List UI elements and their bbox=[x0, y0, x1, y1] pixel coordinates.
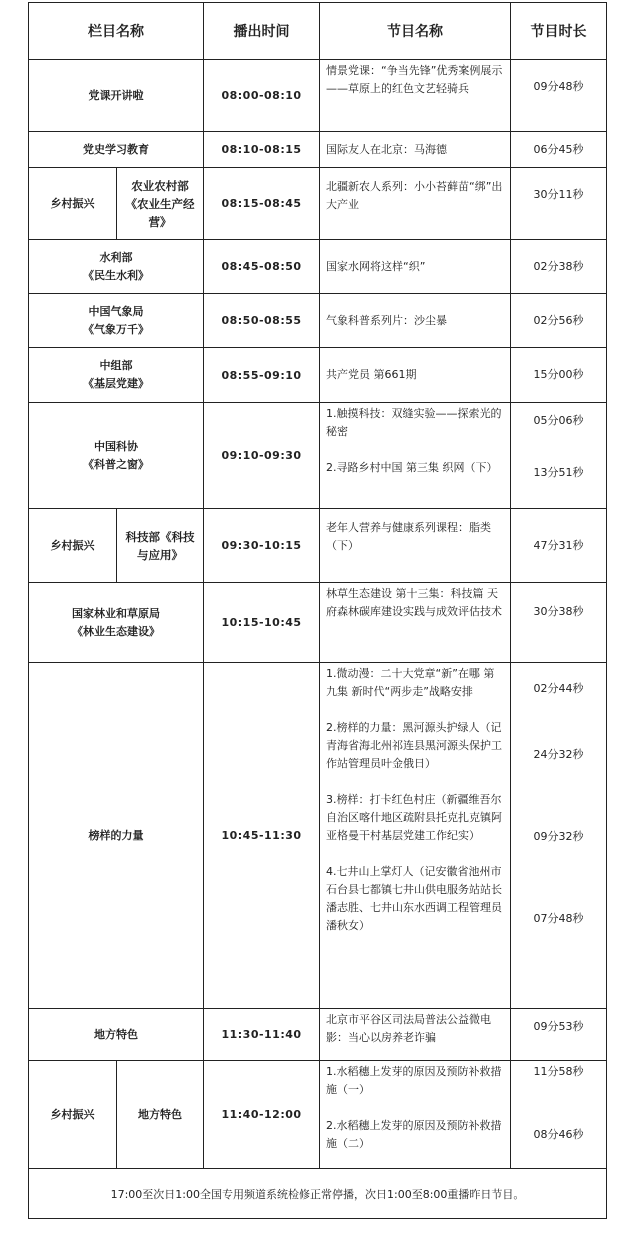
duration-cell bbox=[511, 132, 607, 168]
column-cell bbox=[29, 240, 204, 294]
duration-value: 30分11秒 bbox=[533, 188, 584, 201]
duration-value: 24分32秒 bbox=[533, 748, 584, 761]
column-title: 《基层党建》 bbox=[83, 377, 149, 390]
group-cell: 乡村振兴 bbox=[29, 509, 117, 583]
time-cell: 08:10-08:15 bbox=[204, 132, 320, 168]
group-cell: 乡村振兴 bbox=[29, 1061, 117, 1169]
table-row bbox=[29, 1009, 607, 1061]
program-item: 3.榜样：打卡红色村庄（新疆维吾尔自治区喀什地区疏附县托克扎克镇阿亚格曼干村基层党建工作纪实） bbox=[326, 793, 502, 842]
table-row bbox=[29, 663, 607, 1009]
column-title: 《民生水利》 bbox=[83, 268, 149, 282]
duration-value: 05分06秒 bbox=[533, 414, 584, 427]
table-row bbox=[29, 294, 607, 348]
program-item: 国际友人在北京：马海德 bbox=[326, 142, 447, 156]
duration-cell bbox=[511, 663, 607, 1009]
program-item: 1.触摸科技：双缝实验——探索光的秘密 bbox=[326, 407, 502, 438]
column-cell: 地方特色 bbox=[29, 1009, 204, 1061]
program-item: 共产党员 第661期 bbox=[326, 368, 417, 381]
duration-value: 15分00秒 bbox=[533, 368, 584, 381]
column-cell: 党课开讲啦 bbox=[29, 60, 204, 132]
program-item: 老年人营养与健康系列课程：脂类（下） bbox=[326, 521, 491, 552]
program-cell bbox=[320, 509, 511, 583]
column-cell: 榜样的力量 bbox=[29, 663, 204, 1009]
column-cell: 地方特色 bbox=[117, 1061, 204, 1169]
column-org: 水利部 bbox=[99, 250, 133, 264]
duration-value: 11分58秒 bbox=[533, 1065, 584, 1078]
duration-cell bbox=[511, 60, 607, 132]
table-row bbox=[29, 168, 607, 240]
program-item: 2.水稻穗上发芽的原因及预防补救措施（二） bbox=[326, 1119, 502, 1150]
program-cell bbox=[320, 60, 511, 132]
schedule-table bbox=[28, 2, 607, 1219]
duration-value: 02分38秒 bbox=[533, 259, 584, 273]
time-cell: 08:55-09:10 bbox=[204, 348, 320, 403]
table-row bbox=[29, 583, 607, 663]
duration-value: 47分31秒 bbox=[533, 538, 584, 552]
table-row bbox=[29, 509, 607, 583]
table-row bbox=[29, 240, 607, 294]
duration-cell bbox=[511, 240, 607, 294]
column-org: 中组部 bbox=[99, 359, 133, 372]
time-cell: 10:15-10:45 bbox=[204, 583, 320, 663]
program-item: 林草生态建设 第十三集：科技篇 天府森林碳库建设实践与成效评估技术 bbox=[326, 587, 502, 618]
program-item: 情景党课：“争当先锋”优秀案例展示——草原上的红色文艺轻骑兵 bbox=[326, 64, 503, 95]
duration-value: 09分53秒 bbox=[533, 1020, 584, 1033]
program-item: 气象科普系列片：沙尘暴 bbox=[326, 313, 447, 327]
time-cell: 11:40-12:00 bbox=[204, 1061, 320, 1169]
table-row bbox=[29, 132, 607, 168]
column-cell bbox=[29, 583, 204, 663]
column-cell bbox=[29, 403, 204, 509]
table-row bbox=[29, 403, 607, 509]
duration-cell bbox=[511, 509, 607, 583]
duration-value: 09分32秒 bbox=[533, 830, 584, 843]
header-duration: 节目时长 bbox=[511, 3, 607, 60]
program-item: 1.水稻穗上发芽的原因及预防补救措施（一） bbox=[326, 1065, 502, 1096]
duration-value: 30分38秒 bbox=[533, 605, 584, 618]
time-cell: 08:50-08:55 bbox=[204, 294, 320, 348]
program-item: 2.榜样的力量：黑河源头护绿人（记青海省海北州祁连县黑河源头保护工作站管理员叶金俄日） bbox=[326, 721, 502, 770]
column-org: 中国科协 bbox=[94, 439, 138, 453]
duration-value: 02分44秒 bbox=[533, 682, 584, 695]
duration-value: 07分48秒 bbox=[533, 912, 584, 925]
column-cell: 党史学习教育 bbox=[29, 132, 204, 168]
duration-value: 06分45秒 bbox=[533, 142, 584, 156]
footer-note: 17:00至次日1:00全国专用频道系统检修正常停播，次日1:00至8:00重播昨日节目。 bbox=[29, 1169, 607, 1219]
program-cell bbox=[320, 1061, 511, 1169]
column-cell bbox=[29, 294, 204, 348]
column-org: 国家林业和草原局 bbox=[72, 606, 160, 620]
duration-value: 02分56秒 bbox=[533, 313, 584, 327]
duration-cell bbox=[511, 294, 607, 348]
table-row bbox=[29, 348, 607, 403]
program-item: 4.七井山上掌灯人（记安徽省池州市石台县七都镇七井山供电服务站站长潘志胜、七井山东水西调工程管理员潘秋女） bbox=[326, 865, 502, 932]
time-cell: 10:45-11:30 bbox=[204, 663, 320, 1009]
column-title: 《气象万千》 bbox=[83, 322, 149, 336]
column-cell: 农业农村部《农业生产经营》 bbox=[117, 168, 204, 240]
duration-value: 08分46秒 bbox=[533, 1128, 584, 1141]
column-title: 《林业生态建设》 bbox=[72, 624, 160, 638]
program-cell bbox=[320, 240, 511, 294]
duration-cell bbox=[511, 583, 607, 663]
program-cell bbox=[320, 583, 511, 663]
column-cell bbox=[29, 348, 204, 403]
program-item: 1.微动漫：二十大党章“新”在哪 第九集 新时代“两步走”战略安排 bbox=[326, 667, 495, 698]
duration-value: 09分48秒 bbox=[533, 80, 584, 93]
time-cell: 09:10-09:30 bbox=[204, 403, 320, 509]
program-cell bbox=[320, 348, 511, 403]
duration-cell bbox=[511, 168, 607, 240]
duration-cell bbox=[511, 1009, 607, 1061]
header-column-name: 栏目名称 bbox=[29, 3, 204, 60]
program-cell bbox=[320, 663, 511, 1009]
time-cell: 11:30-11:40 bbox=[204, 1009, 320, 1061]
header-row bbox=[29, 3, 607, 60]
group-cell: 乡村振兴 bbox=[29, 168, 117, 240]
program-item: 2.寻路乡村中国 第三集 织网（下） bbox=[326, 461, 498, 474]
duration-cell bbox=[511, 348, 607, 403]
time-cell: 08:45-08:50 bbox=[204, 240, 320, 294]
column-org: 中国气象局 bbox=[88, 304, 144, 318]
program-cell bbox=[320, 132, 511, 168]
header-program-name: 节目名称 bbox=[320, 3, 511, 60]
program-item: 国家水网将这样“织” bbox=[326, 259, 426, 273]
table-row bbox=[29, 60, 607, 132]
time-cell: 09:30-10:15 bbox=[204, 509, 320, 583]
program-cell bbox=[320, 403, 511, 509]
duration-cell bbox=[511, 1061, 607, 1169]
column-title: 《科普之窗》 bbox=[83, 457, 149, 471]
program-item: 北疆新农人系列：小小苔藓苗“绑”出大产业 bbox=[326, 180, 503, 211]
program-cell bbox=[320, 1009, 511, 1061]
time-cell: 08:15-08:45 bbox=[204, 168, 320, 240]
column-cell: 科技部《科技与应用》 bbox=[117, 509, 204, 583]
program-cell bbox=[320, 294, 511, 348]
table-row bbox=[29, 1061, 607, 1169]
header-air-time: 播出时间 bbox=[204, 3, 320, 60]
program-cell bbox=[320, 168, 511, 240]
program-item: 北京市平谷区司法局普法公益微电影：当心以房养老诈骗 bbox=[326, 1013, 491, 1044]
footer-row bbox=[29, 1169, 607, 1219]
time-cell: 08:00-08:10 bbox=[204, 60, 320, 132]
duration-cell bbox=[511, 403, 607, 509]
duration-value: 13分51秒 bbox=[533, 466, 584, 479]
